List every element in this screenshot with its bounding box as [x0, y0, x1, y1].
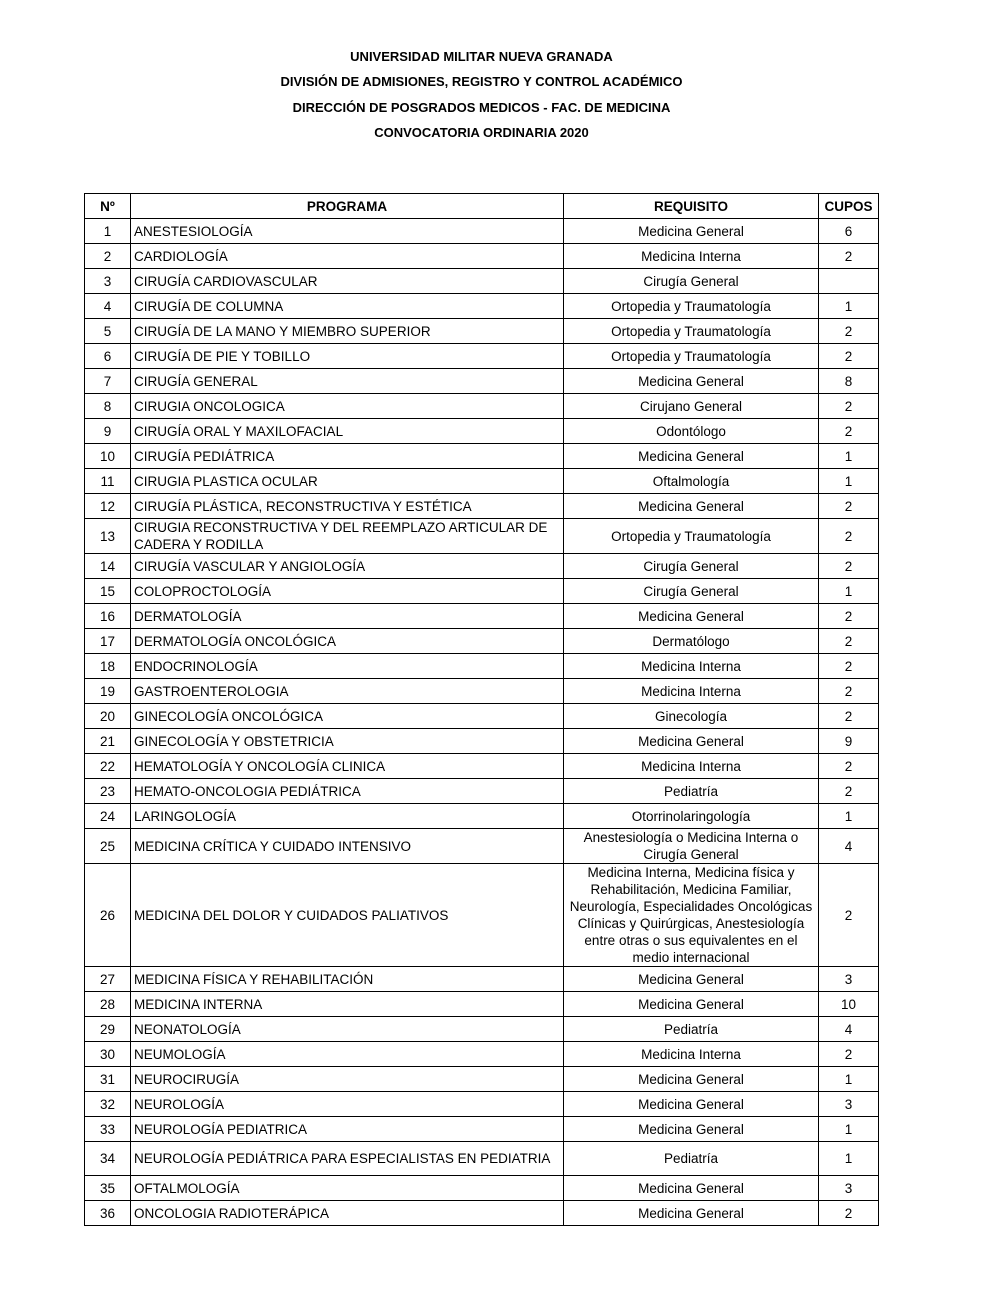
row-number: 17: [85, 629, 131, 654]
table-row: [85, 1092, 879, 1117]
program-slots: 2: [819, 1042, 879, 1067]
program-name: CIRUGÍA PLÁSTICA, RECONSTRUCTIVA Y ESTÉTICA: [131, 494, 564, 519]
program-requirement: Ginecología: [564, 704, 819, 729]
program-slots: 1: [819, 579, 879, 604]
table-row: [85, 679, 879, 704]
program-slots: 2: [819, 754, 879, 779]
program-requirement: Medicina Interna: [564, 654, 819, 679]
table-row: [85, 344, 879, 369]
table-row: [85, 992, 879, 1017]
table-row: [85, 729, 879, 754]
table-row: [85, 219, 879, 244]
program-requirement: Ortopedia y Traumatología: [564, 519, 819, 554]
row-number: 15: [85, 579, 131, 604]
row-number: 13: [85, 519, 131, 554]
program-requirement: Anestesiología o Medicina Interna o Cirugía General: [564, 829, 819, 864]
program-requirement: Dermatólogo: [564, 629, 819, 654]
university-title: UNIVERSIDAD MILITAR NUEVA GRANADA: [350, 49, 613, 64]
row-number: 6: [85, 344, 131, 369]
direction-title: DIRECCIÓN DE POSGRADOS MEDICOS - FAC. DE MEDICINA: [292, 99, 671, 115]
program-name: MEDICINA INTERNA: [131, 992, 564, 1017]
program-slots: 2: [819, 244, 879, 269]
program-name: GINECOLOGÍA Y OBSTETRICIA: [131, 729, 564, 754]
table-row: [85, 754, 879, 779]
row-number: 8: [85, 394, 131, 419]
row-number: 11: [85, 469, 131, 494]
program-name: DERMATOLOGÍA ONCOLÓGICA: [131, 629, 564, 654]
program-slots: 9: [819, 729, 879, 754]
row-number: 25: [85, 829, 131, 864]
row-number: 34: [85, 1142, 131, 1176]
program-requirement: Ortopedia y Traumatología: [564, 344, 819, 369]
division-title: DIVISIÓN DE ADMISIONES, REGISTRO Y CONTROL ACADÉMICO: [280, 74, 683, 90]
program-slots: 4: [819, 1017, 879, 1042]
row-number: 9: [85, 419, 131, 444]
program-slots: 2: [819, 519, 879, 554]
program-requirement: Medicina General: [564, 1067, 819, 1092]
row-number: 30: [85, 1042, 131, 1067]
row-number: 19: [85, 679, 131, 704]
program-name: CIRUGÍA GENERAL: [131, 369, 564, 394]
row-number: 22: [85, 754, 131, 779]
table-row: [85, 1117, 879, 1142]
row-number: 16: [85, 604, 131, 629]
program-slots: 3: [819, 967, 879, 992]
program-name: CIRUGÍA DE PIE Y TOBILLO: [131, 344, 564, 369]
table-row: [85, 967, 879, 992]
program-name: MEDICINA CRÍTICA Y CUIDADO INTENSIVO: [131, 829, 564, 864]
table-row: [85, 554, 879, 579]
program-name: CIRUGIA PLASTICA OCULAR: [131, 469, 564, 494]
program-slots: 4: [819, 829, 879, 864]
table-row: [85, 654, 879, 679]
table-row: [85, 244, 879, 269]
table-row: [85, 394, 879, 419]
table-header-row: [85, 194, 879, 219]
program-name: MEDICINA DEL DOLOR Y CUIDADOS PALIATIVOS: [131, 864, 564, 967]
program-name: NEUMOLOGÍA: [131, 1042, 564, 1067]
table-row: [85, 369, 879, 394]
program-name: NEUROCIRUGÍA: [131, 1067, 564, 1092]
program-slots: 10: [819, 992, 879, 1017]
program-requirement: Oftalmología: [564, 469, 819, 494]
table-row: [85, 444, 879, 469]
row-number: 3: [85, 269, 131, 294]
program-name: CIRUGIA RECONSTRUCTIVA Y DEL REEMPLAZO ARTICULAR DE CADERA Y RODILLA: [131, 519, 564, 554]
program-name: GASTROENTEROLOGIA: [131, 679, 564, 704]
program-requirement: Odontólogo: [564, 419, 819, 444]
program-requirement: Medicina General: [564, 604, 819, 629]
table-row: [85, 1176, 879, 1201]
program-name: LARINGOLOGÍA: [131, 804, 564, 829]
program-slots: 3: [819, 1092, 879, 1117]
row-number: 33: [85, 1117, 131, 1142]
column-header-number: Nº: [85, 194, 131, 219]
row-number: 32: [85, 1092, 131, 1117]
column-header-requirement: REQUISITO: [564, 194, 819, 219]
program-requirement: Medicina General: [564, 219, 819, 244]
program-slots: 2: [819, 1201, 879, 1226]
table-row: [85, 604, 879, 629]
row-number: 4: [85, 294, 131, 319]
program-name: OFTALMOLOGÍA: [131, 1176, 564, 1201]
column-header-program: PROGRAMA: [131, 194, 564, 219]
program-requirement: Medicina Interna: [564, 679, 819, 704]
table-row: [85, 579, 879, 604]
program-slots: 2: [819, 494, 879, 519]
table-row: [85, 629, 879, 654]
row-number: 2: [85, 244, 131, 269]
program-name: CIRUGIA ONCOLOGICA: [131, 394, 564, 419]
program-slots: 1: [819, 444, 879, 469]
program-requirement: Medicina General: [564, 1201, 819, 1226]
program-name: HEMATO-ONCOLOGIA PEDIÁTRICA: [131, 779, 564, 804]
program-slots: 2: [819, 319, 879, 344]
program-slots: 3: [819, 1176, 879, 1201]
row-number: 35: [85, 1176, 131, 1201]
table-row: [85, 864, 879, 967]
program-name: NEUROLOGÍA PEDIÁTRICA PARA ESPECIALISTAS EN PEDIATRIA: [131, 1142, 564, 1176]
row-number: 5: [85, 319, 131, 344]
row-number: 29: [85, 1017, 131, 1042]
program-requirement: Pediatría: [564, 779, 819, 804]
program-slots: 2: [819, 629, 879, 654]
row-number: 12: [85, 494, 131, 519]
program-slots: 1: [819, 1142, 879, 1176]
program-slots: 2: [819, 654, 879, 679]
table-row: [85, 319, 879, 344]
program-requirement: Otorrinolaringología: [564, 804, 819, 829]
program-slots: 2: [819, 604, 879, 629]
program-requirement: Cirujano General: [564, 394, 819, 419]
row-number: 14: [85, 554, 131, 579]
program-slots: 1: [819, 804, 879, 829]
program-requirement: Medicina General: [564, 729, 819, 754]
row-number: 27: [85, 967, 131, 992]
program-requirement: Medicina General: [564, 967, 819, 992]
row-number: 28: [85, 992, 131, 1017]
program-requirement: Cirugía General: [564, 269, 819, 294]
program-requirement: Medicina General: [564, 494, 819, 519]
program-slots: 2: [819, 679, 879, 704]
program-name: CIRUGÍA DE COLUMNA: [131, 294, 564, 319]
row-number: 7: [85, 369, 131, 394]
program-requirement: Medicina General: [564, 1176, 819, 1201]
program-name: GINECOLOGÍA ONCOLÓGICA: [131, 704, 564, 729]
program-name: CIRUGÍA CARDIOVASCULAR: [131, 269, 564, 294]
program-requirement: Medicina General: [564, 1092, 819, 1117]
program-requirement: Medicina Interna, Medicina física y Rehabilitación, Medicina Familiar, Neurología, Especialidades Oncológicas Clínicas y Quirúrgicas, Anestesiología entre otras o sus equivalentes en el medio internacional: [564, 864, 819, 967]
program-name: ONCOLOGIA RADIOTERÁPICA: [131, 1201, 564, 1226]
row-number: 23: [85, 779, 131, 804]
program-name: CIRUGÍA DE LA MANO Y MIEMBRO SUPERIOR: [131, 319, 564, 344]
program-slots: 1: [819, 294, 879, 319]
program-name: NEONATOLOGÍA: [131, 1017, 564, 1042]
row-number: 24: [85, 804, 131, 829]
program-slots: 1: [819, 469, 879, 494]
program-name: MEDICINA FÍSICA Y REHABILITACIÓN: [131, 967, 564, 992]
program-slots: [819, 269, 879, 294]
program-slots: 2: [819, 394, 879, 419]
program-slots: 8: [819, 369, 879, 394]
table-row: [85, 1017, 879, 1042]
row-number: 36: [85, 1201, 131, 1226]
table-row: [85, 1042, 879, 1067]
program-requirement: Medicina General: [564, 992, 819, 1017]
program-slots: 6: [819, 219, 879, 244]
program-requirement: Medicina Interna: [564, 1042, 819, 1067]
program-requirement: Medicina General: [564, 369, 819, 394]
program-requirement: Ortopedia y Traumatología: [564, 319, 819, 344]
program-requirement: Cirugía General: [564, 579, 819, 604]
document-header: [0, 47, 963, 148]
table-row: [85, 519, 879, 554]
program-slots: 2: [819, 344, 879, 369]
program-requirement: Medicina Interna: [564, 754, 819, 779]
row-number: 20: [85, 704, 131, 729]
program-requirement: Pediatría: [564, 1017, 819, 1042]
program-name: NEUROLOGÍA: [131, 1092, 564, 1117]
table-row: [85, 704, 879, 729]
program-requirement: Medicina General: [564, 444, 819, 469]
table-row: [85, 829, 879, 864]
row-number: 21: [85, 729, 131, 754]
program-requirement: Cirugía General: [564, 554, 819, 579]
row-number: 10: [85, 444, 131, 469]
program-slots: 1: [819, 1067, 879, 1092]
table-row: [85, 1201, 879, 1226]
program-name: DERMATOLOGÍA: [131, 604, 564, 629]
program-name: COLOPROCTOLOGÍA: [131, 579, 564, 604]
program-name: CIRUGÍA PEDIÁTRICA: [131, 444, 564, 469]
program-name: ENDOCRINOLOGÍA: [131, 654, 564, 679]
table-row: [85, 804, 879, 829]
program-slots: 1: [819, 1117, 879, 1142]
table-row: [85, 494, 879, 519]
program-name: CIRUGÍA ORAL Y MAXILOFACIAL: [131, 419, 564, 444]
row-number: 1: [85, 219, 131, 244]
column-header-slots: CUPOS: [819, 194, 879, 219]
program-name: CIRUGÍA VASCULAR Y ANGIOLOGÍA: [131, 554, 564, 579]
program-name: HEMATOLOGÍA Y ONCOLOGÍA CLINICA: [131, 754, 564, 779]
table-row: [85, 779, 879, 804]
table-row: [85, 419, 879, 444]
program-slots: 2: [819, 779, 879, 804]
program-slots: 2: [819, 419, 879, 444]
program-name: CARDIOLOGÍA: [131, 244, 564, 269]
program-slots: 2: [819, 864, 879, 967]
table-row: [85, 1142, 879, 1176]
program-name: ANESTESIOLOGÍA: [131, 219, 564, 244]
table-row: [85, 294, 879, 319]
program-slots: 2: [819, 554, 879, 579]
table-row: [85, 269, 879, 294]
row-number: 26: [85, 864, 131, 967]
program-requirement: Ortopedia y Traumatología: [564, 294, 819, 319]
program-requirement: Medicina General: [564, 1117, 819, 1142]
table-row: [85, 1067, 879, 1092]
programs-table: [84, 193, 879, 1226]
row-number: 31: [85, 1067, 131, 1092]
program-requirement: Medicina Interna: [564, 244, 819, 269]
table-row: [85, 469, 879, 494]
program-slots: 2: [819, 704, 879, 729]
call-title: CONVOCATORIA ORDINARIA 2020: [374, 124, 589, 140]
program-requirement: Pediatría: [564, 1142, 819, 1176]
row-number: 18: [85, 654, 131, 679]
program-name: NEUROLOGÍA PEDIATRICA: [131, 1117, 564, 1142]
